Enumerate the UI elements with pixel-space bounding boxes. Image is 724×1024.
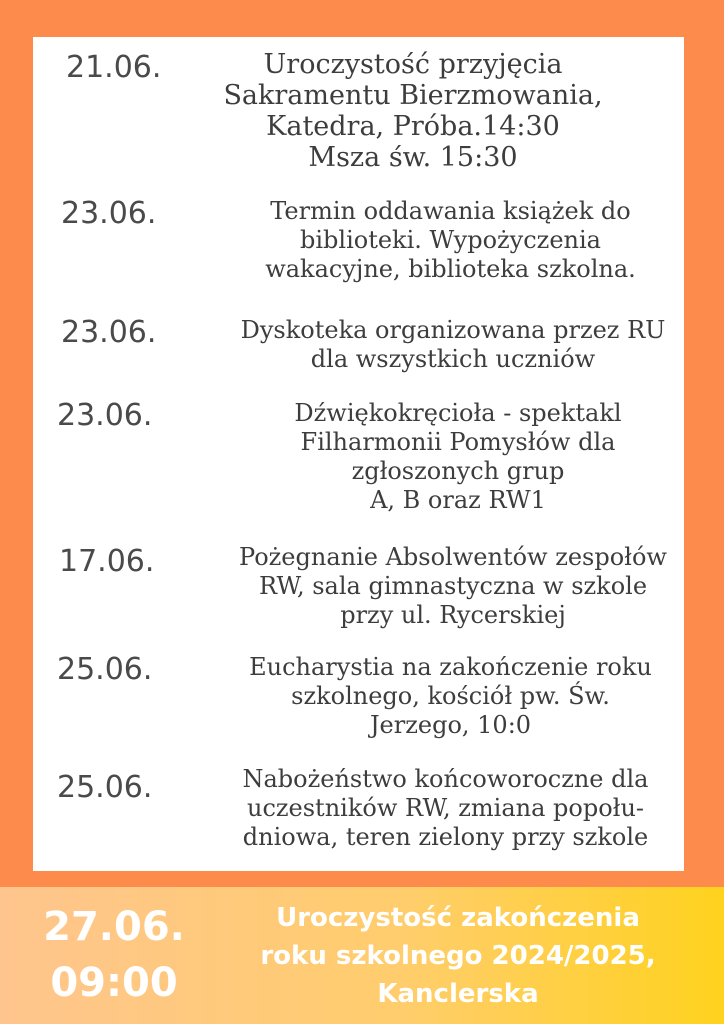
ceremony-title: Uroczystość zakończenia roku szkolnego 2024/2025, Kanclerska xyxy=(260,903,656,1009)
event-description: Dyskoteka organizowana przez RU dla wszystkich uczniów xyxy=(240,316,666,373)
event-description: Eucharystia na zakończenie roku szkolnego, kościół pw. Św. Jerzego, 10:0 xyxy=(249,653,652,739)
ceremony-date-time: 27.06. 09:00 xyxy=(43,904,185,1006)
event-description: Dźwiękokręcioła - spektakl Filharmonii Pomysłów dla zgłoszonych grup A, B oraz RW1 xyxy=(294,399,622,514)
event-date: 25.06. xyxy=(57,652,153,687)
event-date: 23.06. xyxy=(57,398,153,433)
event-description: Uroczystość przyjęcia Sakramentu Bierzmowania, Katedra, Próba.14:30 Msza św. 15:30 xyxy=(223,49,603,173)
event-date: 21.06. xyxy=(66,50,162,85)
event-description: Pożegnanie Absolwentów zespołów RW, sala gimnastyczna w szkole przy ul. Rycerskiej xyxy=(239,543,667,629)
ceremony-banner xyxy=(0,887,724,1024)
event-description: Termin oddawania książek do biblioteki. Wypożyczenia wakacyjne, biblioteka szkolna. xyxy=(265,197,636,283)
event-date: 23.06. xyxy=(61,315,157,350)
event-description: Nabożeństwo końcoworoczne dla uczestników RW, zmiana popołu- dniowa, teren zielony przy szkole xyxy=(242,765,649,851)
event-list-card xyxy=(33,37,684,871)
event-date: 23.06. xyxy=(61,196,157,231)
event-date: 25.06. xyxy=(57,770,153,805)
event-date: 17.06. xyxy=(59,544,155,579)
